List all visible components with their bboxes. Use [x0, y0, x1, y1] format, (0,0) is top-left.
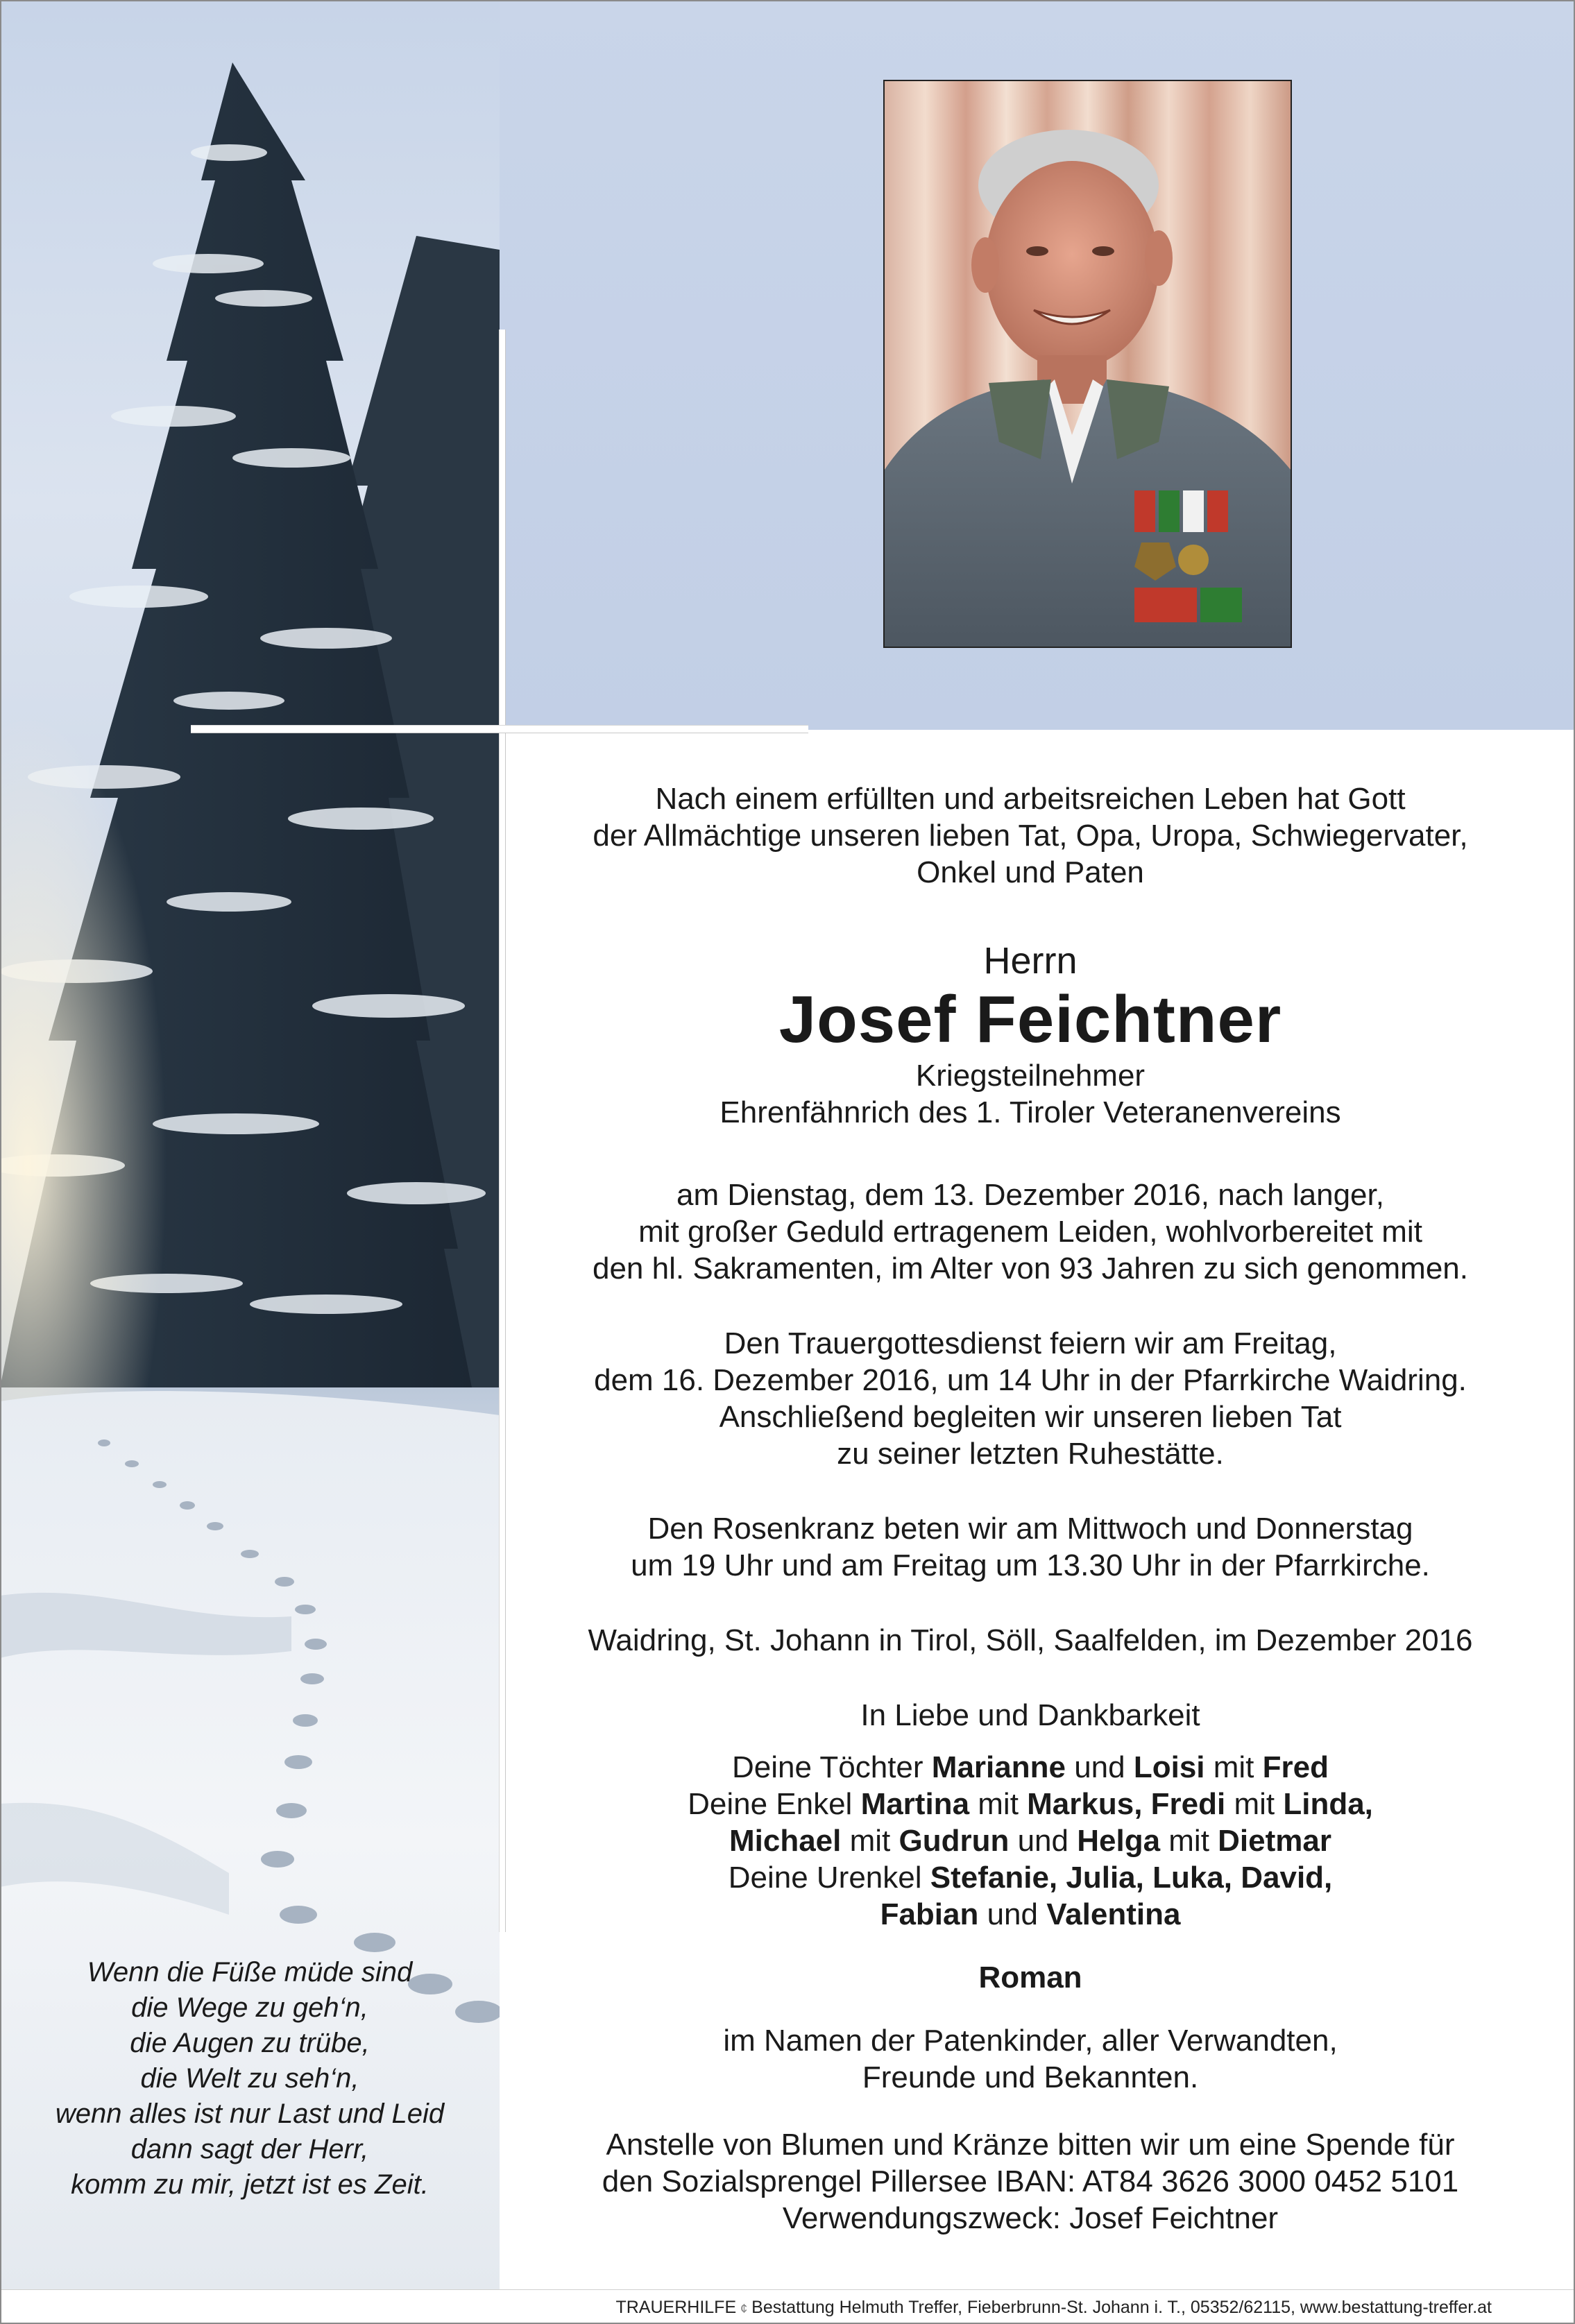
great-grandchildren-names: Stefanie, Julia, Luka, David,: [930, 1861, 1333, 1895]
winter-forest-illustration: [0, 0, 500, 2289]
great-grandchild-name: Valentina: [1046, 1897, 1181, 1931]
connector: und: [1065, 1750, 1134, 1784]
family-great-grandchildren-line: [513, 1859, 1547, 1896]
godchild-name: Roman: [978, 1960, 1082, 1994]
intro-text: [513, 780, 1547, 891]
donation-line: Verwendungszweck: Josef Feichtner: [782, 2201, 1279, 2235]
poem-line: dann sagt der Herr,: [130, 2134, 369, 2164]
connector: mit: [841, 1824, 899, 1858]
poem-line: die Welt zu seh‘n,: [140, 2063, 359, 2094]
memorial-poem: [0, 1955, 500, 2203]
poem-line: Wenn die Füße müde sind: [87, 1957, 413, 1988]
daughter-name: Loisi: [1133, 1750, 1205, 1784]
family-grandchildren-line-2: [513, 1822, 1547, 1859]
deceased-name: Josef Feichtner: [778, 982, 1282, 1057]
poem-line: die Augen zu trübe,: [130, 2028, 370, 2058]
family-grandchildren-line: [513, 1786, 1547, 1822]
obituary-text: [513, 780, 1547, 2237]
funeral-line: zu seiner letzten Ruhestätte.: [837, 1437, 1224, 1471]
connector: und: [978, 1897, 1047, 1931]
poem-line: die Wege zu geh‘n,: [131, 1992, 368, 2023]
great-grandchildren-prefix: Deine Urenkel: [728, 1861, 930, 1895]
intro-line: der Allmächtige unseren lieben Tat, Opa, Uropa, Schwiegervater,: [593, 819, 1468, 853]
cross-horizontal-beam: [191, 726, 808, 733]
funeral-line: Anschließend begleiten wir unseren lieben Tat: [719, 1400, 1342, 1434]
partner-name: Linda,: [1283, 1787, 1373, 1821]
funeral-line: Den Trauergottesdienst feiern wir am Freitag,: [724, 1326, 1337, 1360]
donation-line: den Sozialsprengel Pillersee IBAN: AT84 3626 3000 0452 5101: [602, 2164, 1459, 2198]
deceased-titles: [513, 1057, 1547, 1131]
winter-forest-image: [0, 0, 500, 2289]
intro-line: Nach einem erfüllten und arbeitsreichen Leben hat Gott: [655, 782, 1406, 816]
connector: und: [1009, 1824, 1078, 1858]
funeral-home-footer: [0, 2289, 1575, 2324]
death-notice-line: mit großer Geduld ertragenem Leiden, wohlvorbereitet mit: [638, 1215, 1422, 1249]
closing-phrase: In Liebe und Dankbarkeit: [860, 1698, 1200, 1732]
poem-line: wenn alles ist nur Last und Leid: [55, 2099, 445, 2129]
death-notice-line: den hl. Sakramenten, im Alter von 93 Jahren zu sich genommen.: [592, 1251, 1468, 1285]
family-great-grandchildren-line-2: [513, 1896, 1547, 1933]
deceased-portrait-photo: [883, 80, 1292, 648]
footer-contact: Bestattung Helmuth Treffer, Fieberbrunn-St. Johann i. T., 05352/62115, www.bestattung-treffer.at: [751, 2298, 1492, 2317]
rosary-info: [513, 1510, 1547, 1584]
poem-line: komm zu mir, jetzt ist es Zeit.: [71, 2169, 429, 2200]
funeral-info: [513, 1325, 1547, 1472]
family-daughters-line: [513, 1749, 1547, 1786]
grandchild-name: Michael: [729, 1824, 842, 1858]
grandchild-name: Martina: [860, 1787, 970, 1821]
cross-vertical-beam: [500, 330, 505, 1932]
daughters-prefix: Deine Töchter: [732, 1750, 932, 1784]
daughter-name: Marianne: [931, 1750, 1066, 1784]
donation-request: [513, 2126, 1547, 2237]
partner-name: Gudrun: [899, 1824, 1010, 1858]
on-behalf-of: [513, 2022, 1547, 2096]
on-behalf-line: im Namen der Patenkinder, aller Verwandten,: [723, 2024, 1338, 2058]
partner-name: Dietmar: [1218, 1824, 1331, 1858]
footer-separator: ¢: [740, 2302, 748, 2316]
family-list: [513, 1749, 1547, 1933]
grandchildren-prefix: Deine Enkel: [688, 1787, 861, 1821]
title-line: Kriegsteilnehmer: [915, 1059, 1146, 1093]
on-behalf-line: Freunde und Bekannten.: [862, 2060, 1199, 2094]
connector: mit: [1225, 1787, 1284, 1821]
rosary-line: um 19 Uhr und am Freitag um 13.30 Uhr in der Pfarrkirche.: [631, 1548, 1430, 1582]
great-grandchild-name: Fabian: [880, 1897, 979, 1931]
funeral-line: dem 16. Dezember 2016, um 14 Uhr in der Pfarrkirche Waidring.: [594, 1363, 1467, 1397]
intro-line: Onkel und Paten: [917, 855, 1144, 889]
rosary-line: Den Rosenkranz beten wir am Mittwoch und Donnerstag: [647, 1512, 1413, 1546]
grandchild-name: Helga: [1077, 1824, 1161, 1858]
death-notice: [513, 1177, 1547, 1287]
title-line: Ehrenfähnrich des 1. Tiroler Veteranenvereins: [720, 1095, 1341, 1129]
death-notice-line: am Dienstag, dem 13. Dezember 2016, nach langer,: [676, 1178, 1384, 1212]
grandchild-names: Markus, Fredi: [1027, 1787, 1226, 1821]
place-date: Waidring, St. Johann in Tirol, Söll, Saalfelden, im Dezember 2016: [588, 1623, 1473, 1657]
salutation: Herrn: [983, 940, 1078, 982]
portrait-illustration: [885, 81, 1291, 647]
donation-line: Anstelle von Blumen und Kränze bitten wir um eine Spende für: [606, 2128, 1455, 2162]
footer-brand: TRAUERHILFE: [615, 2298, 737, 2317]
connector: mit: [969, 1787, 1028, 1821]
partner-name: Fred: [1262, 1750, 1329, 1784]
connector: mit: [1204, 1750, 1263, 1784]
connector: mit: [1160, 1824, 1218, 1858]
